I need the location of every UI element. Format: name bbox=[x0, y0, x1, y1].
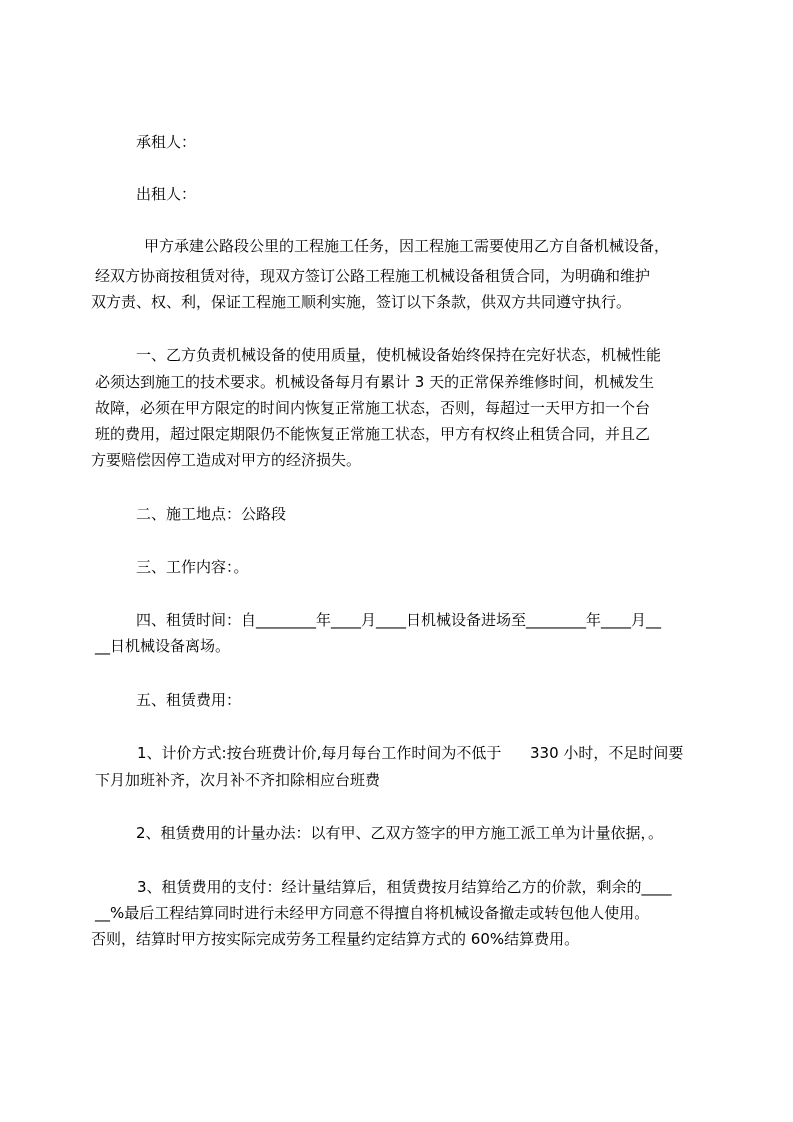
lessor-label: 出租人： bbox=[136, 185, 197, 203]
text-line: 否则，结算时甲方按实际完成劳务工程量约定结算方式的 60%结算费用。 bbox=[91, 930, 580, 948]
text-line: 方要赔偿因停工造成对甲方的经济损失。 bbox=[91, 451, 362, 469]
lessee-label: 承租人： bbox=[136, 133, 197, 151]
clause-2: 二、施工地点：公路段 bbox=[136, 505, 287, 523]
text-line: 3、租赁费用的支付：经计量结算后，租赁费按月结算给乙方的价款，剩余的____ bbox=[137, 878, 672, 896]
text-line: 必须达到施工的技术要求。机械设备每月有累计 3 天的正常保养维修时间，机械发生 bbox=[95, 373, 655, 391]
text-line: __%最后工程结算同时进行未经甲方同意不得擅自将机械设备撤走或转包他人使用。 bbox=[95, 904, 650, 922]
text-line: 甲方承建公路段公里的工程施工任务，因工程施工需要使用乙方自备机械设备， bbox=[144, 237, 670, 255]
text-line: 故障，必须在甲方限定的时间内恢复正常施工状态，否则，每超过一天甲方扣一个台 bbox=[95, 399, 651, 417]
text-line: 四、租赁时间：自________年____月____日机械设备进场至________年____月__ bbox=[136, 611, 662, 629]
clause-5-title: 五、租赁费用： bbox=[136, 691, 242, 709]
text-line: 1、计价方式:按台班费计价,每月每台工作时间为不低于 330 小时，不足时间要 bbox=[137, 744, 684, 762]
text-line: 经双方协商按租赁对待，现双方签订公路工程施工机械设备租赁合同，为明确和维护 bbox=[95, 267, 651, 285]
text-line: 下月加班补齐，次月补不齐扣除相应台班费 bbox=[95, 771, 381, 789]
text-line: 一、乙方负责机械设备的使用质量，使机械设备始终保持在完好状态，机械性能 bbox=[136, 346, 662, 364]
text-line: 班的费用，超过限定期限仍不能恢复正常施工状态，甲方有权终止租赁合同，并且乙 bbox=[95, 425, 651, 443]
text-line: 双方责、权、利，保证工程施工顺利实施，签订以下条款，供双方共同遵守执行。 bbox=[91, 293, 632, 311]
text-line: __日机械设备离场。 bbox=[95, 637, 231, 655]
clause-3: 三、工作内容：。 bbox=[136, 558, 249, 576]
item-2: 2、租赁费用的计量办法：以有甲、乙双方签字的甲方施工派工单为计量依据，。 bbox=[136, 824, 664, 842]
